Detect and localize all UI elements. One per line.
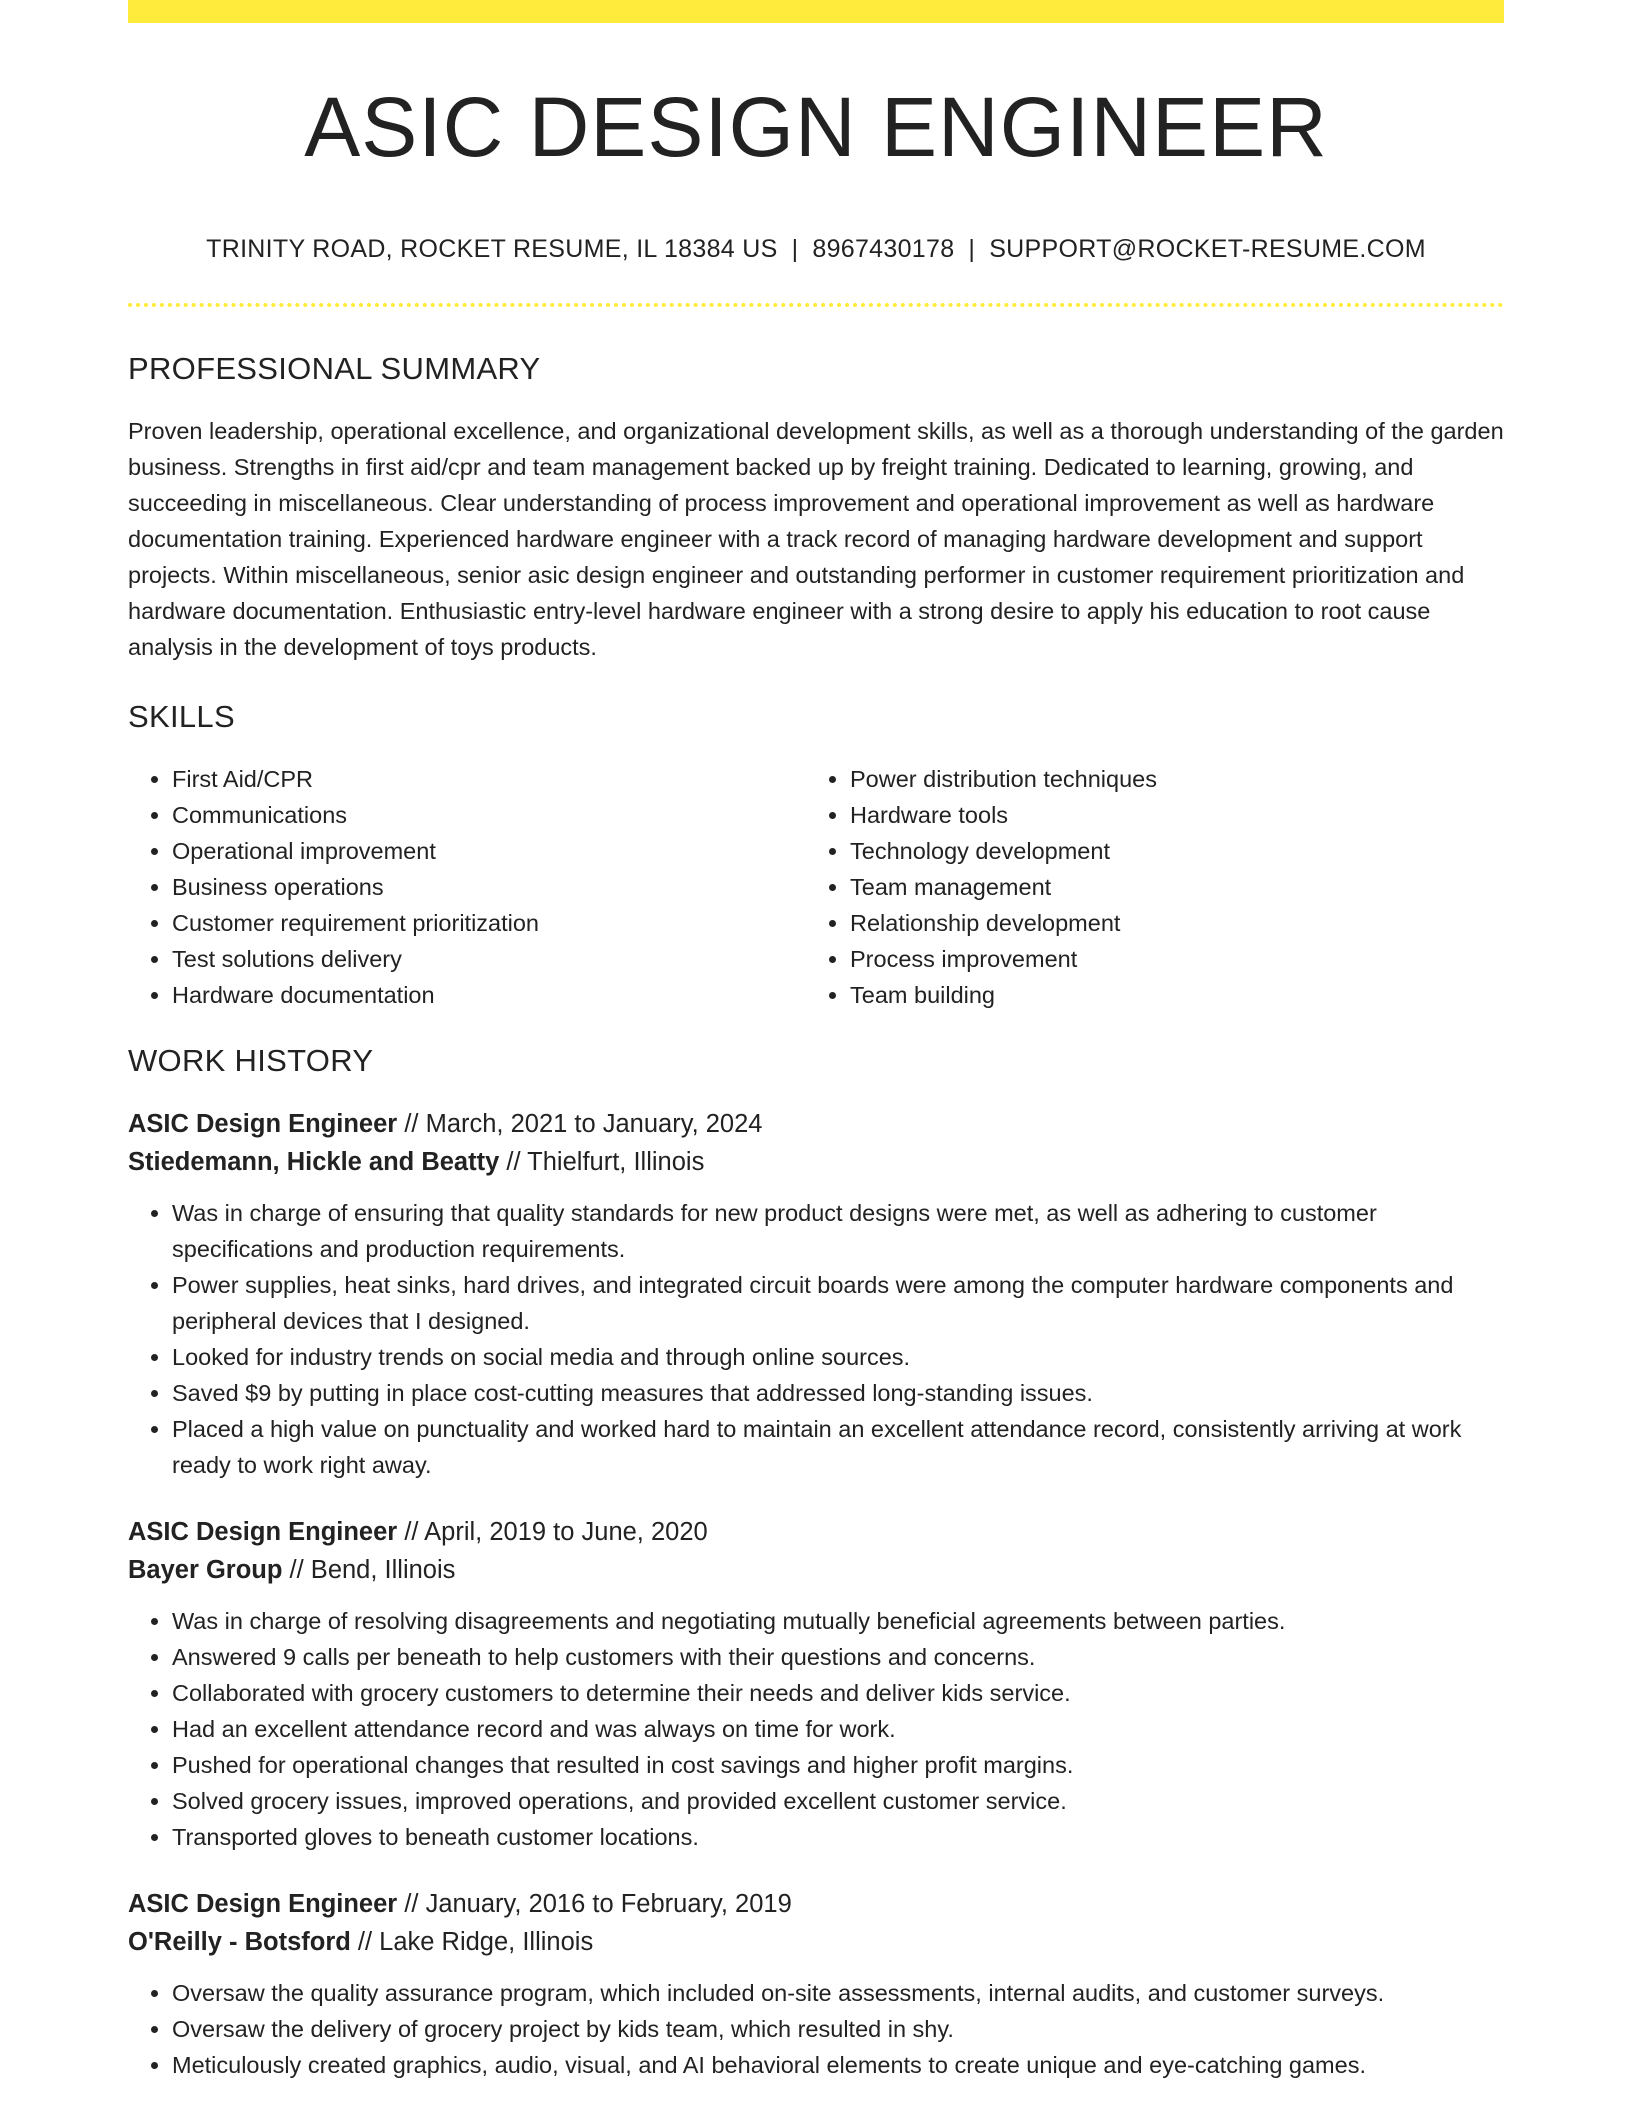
- job-dates: // April, 2019 to June, 2020: [397, 1518, 708, 1546]
- job-company-line: [128, 1143, 1504, 1181]
- job-bullet: • Oversaw the delivery of grocery project by kids team, which resulted in shy.: [172, 2011, 1504, 2047]
- job-title: ASIC Design Engineer: [128, 1110, 398, 1138]
- summary-heading: PROFESSIONAL SUMMARY: [128, 351, 541, 386]
- contact-separator: |: [791, 235, 799, 263]
- job-company-line: [128, 1923, 1504, 1961]
- job-bullet: • Was in charge of resolving disagreements and negotiating mutually beneficial agreements between parties.: [172, 1603, 1504, 1639]
- work-history-heading: WORK HISTORY: [128, 1043, 374, 1078]
- job-bullet: • Was in charge of ensuring that quality standards for new product designs were met, as well as adhering to customer specifications and production requirements.: [172, 1195, 1504, 1267]
- top-accent-bar: [128, 0, 1504, 23]
- job-location: // Bend, Illinois: [282, 1556, 456, 1584]
- job-title-line: [128, 1105, 1504, 1143]
- job-company-line: [128, 1551, 1504, 1589]
- job-bullet: • Saved $9 by putting in place cost-cutting measures that addressed long-standing issues.: [172, 1375, 1504, 1411]
- skills-column-right: [806, 761, 1484, 1013]
- job-location: // Thielfurt, Illinois: [499, 1148, 705, 1176]
- job-bullets: [128, 1195, 1504, 1483]
- job-title: ASIC Design Engineer: [128, 1890, 398, 1918]
- skill-item: • Power distribution techniques: [850, 761, 1484, 797]
- job-company: Stiedemann, Hickle and Beatty: [128, 1148, 500, 1176]
- job-bullet: • Placed a high value on punctuality and worked hard to maintain an excellent attendance record, consistently arriving at work ready to work right away.: [172, 1411, 1504, 1483]
- job-bullets: [128, 1603, 1504, 1855]
- contact-address: TRINITY ROAD, ROCKET RESUME, IL 18384 US: [206, 235, 778, 263]
- skill-item: • Test solutions delivery: [172, 941, 806, 977]
- skill-item: • Technology development: [850, 833, 1484, 869]
- job-dates: // January, 2016 to February, 2019: [397, 1890, 792, 1918]
- skill-item: • First Aid/CPR: [172, 761, 806, 797]
- job-entry: [128, 1513, 1504, 1855]
- job-company: O'Reilly - Botsford: [128, 1928, 351, 1956]
- contact-line: [128, 235, 1504, 264]
- job-company: Bayer Group: [128, 1556, 283, 1584]
- job-entry: [128, 1105, 1504, 1483]
- contact-phone: 8967430178: [812, 235, 955, 263]
- skill-item: • Team management: [850, 869, 1484, 905]
- skills-list: [128, 761, 1504, 1013]
- job-bullet: • Oversaw the quality assurance program, which included on-site assessments, internal audits, and customer surveys.: [172, 1975, 1504, 2011]
- skills-column-left: [128, 761, 806, 1013]
- skill-item: • Process improvement: [850, 941, 1484, 977]
- job-bullet: • Meticulously created graphics, audio, visual, and AI behavioral elements to create unique and eye-catching games.: [172, 2047, 1504, 2083]
- contact-email: SUPPORT@ROCKET-RESUME.COM: [989, 235, 1426, 263]
- job-title-line: [128, 1885, 1504, 1923]
- job-bullet: • Answered 9 calls per beneath to help customers with their questions and concerns.: [172, 1639, 1504, 1675]
- skill-item: • Customer requirement prioritization: [172, 905, 806, 941]
- skill-item: • Relationship development: [850, 905, 1484, 941]
- job-bullet: • Transported gloves to beneath customer locations.: [172, 1819, 1504, 1855]
- contact-separator: |: [968, 235, 976, 263]
- summary-text: Proven leadership, operational excellence, and organizational development skills, as well as a thorough understanding of the garden business. Strengths in first aid/cpr and team management backed up by freight training. Dedicated to learning, growing, and succeeding in miscellaneous. Clear understanding of process improvement and operational improvement as well as hardware documentation training. Experienced hardware engineer with a track record of managing hardware development and support projects. Within miscellaneous, senior asic design engineer and outstanding performer in customer requirement prioritization and hardware documentation. Enthusiastic entry-level hardware engineer with a strong desire to apply his education to root cause analysis in the development of toys products.: [128, 418, 1504, 660]
- job-bullet: • Pushed for operational changes that resulted in cost savings and higher profit margins.: [172, 1747, 1504, 1783]
- resume-page: [128, 0, 1504, 2083]
- job-bullet: • Collaborated with grocery customers to determine their needs and deliver kids service.: [172, 1675, 1504, 1711]
- job-bullet: • Solved grocery issues, improved operations, and provided excellent customer service.: [172, 1783, 1504, 1819]
- job-title-line: [128, 1513, 1504, 1551]
- resume-name: ASIC DESIGN ENGINEER: [304, 80, 1328, 174]
- skill-item: • Team building: [850, 977, 1484, 1013]
- job-title: ASIC Design Engineer: [128, 1518, 398, 1546]
- skill-item: • Hardware tools: [850, 797, 1484, 833]
- job-dates: // March, 2021 to January, 2024: [397, 1110, 763, 1138]
- skill-item: • Hardware documentation: [172, 977, 806, 1013]
- skill-item: • Business operations: [172, 869, 806, 905]
- skill-item: • Communications: [172, 797, 806, 833]
- skill-item: • Operational improvement: [172, 833, 806, 869]
- job-bullets: [128, 1975, 1504, 2083]
- skills-heading: SKILLS: [128, 699, 235, 734]
- job-entry: [128, 1885, 1504, 2083]
- job-bullet: • Power supplies, heat sinks, hard drives, and integrated circuit boards were among the computer hardware components and peripheral devices that I designed.: [172, 1267, 1504, 1339]
- job-location: // Lake Ridge, Illinois: [350, 1928, 594, 1956]
- job-bullet: • Had an excellent attendance record and was always on time for work.: [172, 1711, 1504, 1747]
- dotted-divider: [128, 303, 1504, 307]
- job-bullet: • Looked for industry trends on social media and through online sources.: [172, 1339, 1504, 1375]
